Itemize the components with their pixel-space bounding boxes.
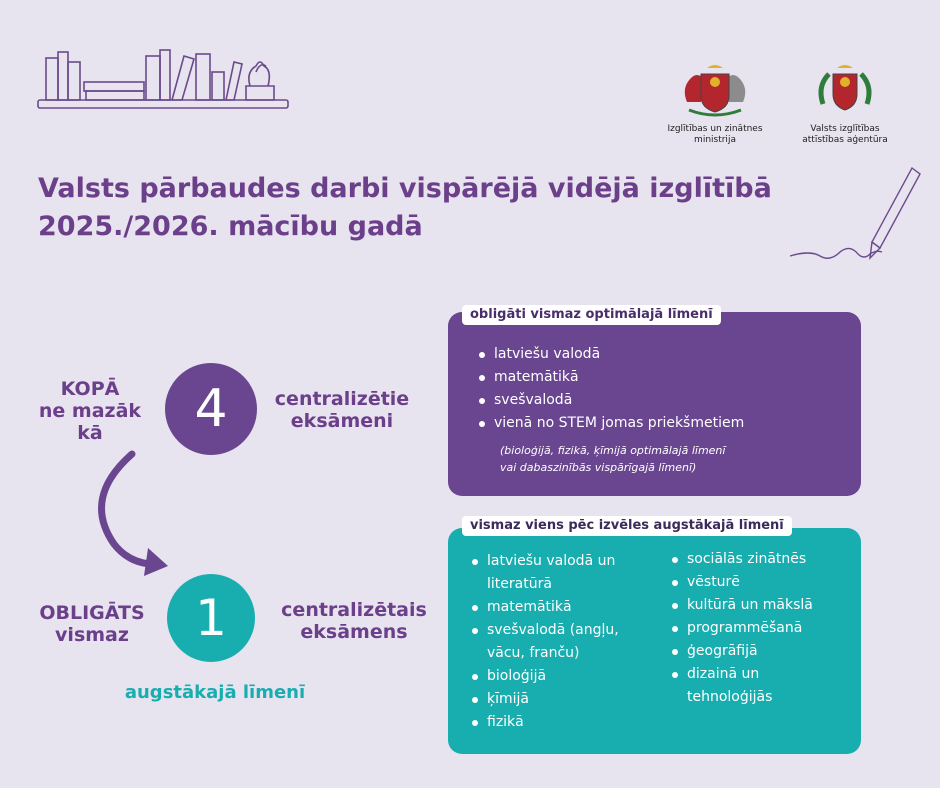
kopa-line-2: ne mazāk: [38, 400, 142, 422]
list-item: [469, 619, 659, 665]
curved-arrow-icon: [92, 448, 172, 578]
elective-subjects-tag: vismaz viens pēc izvēles augstākajā līmenī: [462, 516, 792, 536]
mandatory-subjects-tag: obligāti vismaz optimālajā līmenī: [462, 305, 721, 325]
required-exam-label: [270, 599, 438, 643]
bookshelf-illustration: [36, 42, 296, 114]
list-item: svešvalodā: [476, 389, 846, 412]
required-count-circle: 1: [167, 574, 255, 662]
ministry-label-line1: Izglītības un zinātnes: [667, 124, 763, 134]
list-item: latviešu valodā: [476, 343, 846, 366]
coat-of-arms-icon: [677, 62, 753, 118]
elective-subjects-list-left: [469, 550, 659, 734]
oblig-line-1: OBLIGĀTS: [39, 602, 145, 624]
oblig-line-2: vismaz: [55, 624, 129, 646]
required-exam-line-2: eksāmens: [300, 621, 408, 643]
required-minimum-label: [30, 602, 154, 646]
title-line-1: Valsts pārbaudes darbi vispārējā vidējā izglītībā: [38, 173, 772, 204]
stem-note-line-2: vai dabaszinībās vispārīgajā līmenī): [500, 461, 697, 474]
pen-illustration: [790, 160, 930, 270]
coat-of-arms-icon: [817, 62, 873, 118]
stem-note: [476, 442, 846, 476]
title-line-2: 2025./2026. mācību gadā: [38, 211, 423, 242]
list-item: matemātikā: [469, 596, 659, 619]
list-item: programmēšanā: [669, 617, 854, 640]
list-item: sociālās zinātnēs: [669, 548, 854, 571]
list-item: matemātikā: [476, 366, 846, 389]
total-minimum-label: [30, 378, 150, 444]
stem-note-line-1: (bioloģijā, fizikā, ķīmijā optimālajā līmenī: [500, 444, 726, 457]
ministry-label-line2: ministrija: [694, 135, 736, 145]
list-item-line: latviešu valodā un: [487, 553, 616, 569]
list-item-line: dizainā un: [687, 666, 760, 682]
kopa-line-3: kā: [77, 422, 103, 444]
list-item: ģeogrāfijā: [669, 640, 854, 663]
total-count-circle: 4: [165, 363, 257, 455]
list-item-line: literatūrā: [487, 576, 552, 592]
list-item-line: svešvalodā (angļu,: [487, 622, 619, 638]
list-item-line: vācu, franču): [487, 645, 580, 661]
agency-logo: [790, 62, 900, 146]
list-item: [669, 663, 854, 709]
higher-level-label: augstākajā līmenī: [124, 682, 306, 703]
ministry-logo: [660, 62, 770, 146]
elective-subjects-list-right: [669, 548, 854, 709]
list-item: kultūrā un mākslā: [669, 594, 854, 617]
kopa-line-1: KOPĀ: [60, 378, 120, 400]
list-item: vēsturē: [669, 571, 854, 594]
list-item-line: tehnoloģijās: [687, 689, 773, 705]
list-item: ķīmijā: [469, 688, 659, 711]
total-exams-line-1: centralizētie: [274, 388, 410, 410]
list-item: vienā no STEM jomas priekšmetiem: [476, 412, 846, 435]
agency-label-line1: Valsts izglītības: [810, 124, 880, 134]
mandatory-subjects-list: [476, 343, 846, 435]
list-item: fizikā: [469, 711, 659, 734]
list-item: bioloģijā: [469, 665, 659, 688]
total-exams-line-2: eksāmeni: [290, 410, 394, 432]
total-exams-label: [262, 388, 422, 432]
agency-label-line2: attīstības aģentūra: [802, 135, 888, 145]
required-exam-line-1: centralizētais: [281, 599, 427, 621]
list-item: [469, 550, 659, 596]
page-title: [38, 170, 838, 246]
